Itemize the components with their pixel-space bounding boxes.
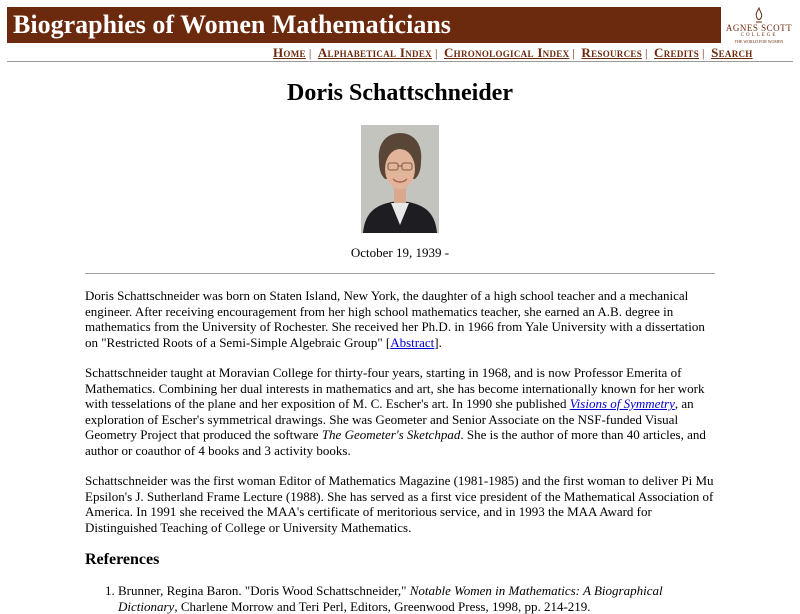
nav-separator: | <box>572 46 576 60</box>
page-title: Doris Schattschneider <box>287 80 513 106</box>
nav-resources-link[interactable]: Resources <box>581 45 643 60</box>
logo-main-text: AGNES SCOTT <box>725 23 793 33</box>
bio-paragraph-1-end: ]. <box>434 334 442 350</box>
references-heading: References <box>85 551 160 568</box>
biography-content <box>85 288 715 614</box>
reference-item <box>118 583 715 614</box>
nav-separator: | <box>702 46 705 60</box>
nav-separator: | <box>645 46 648 60</box>
visions-of-symmetry-title: Visions of Symmetry <box>569 396 675 411</box>
bio-paragraph-2 <box>85 365 715 458</box>
content-divider <box>85 273 715 274</box>
abstract-link[interactable]: Abstract <box>390 334 435 350</box>
nav-home-link[interactable]: Home <box>273 45 306 60</box>
references-list <box>85 583 715 614</box>
site-banner <box>7 7 721 43</box>
top-nav <box>273 45 753 61</box>
bio-paragraph-2-text-b: , an exploration of Escher's symmetrical drawings. She was Geometer and Senior Associate on the NSF-funded Visual Geometry Project that produced the software <box>85 396 694 442</box>
life-dates: October 19, 1939 - <box>350 245 450 260</box>
geometers-sketchpad-title: The Geometer's Sketchpad <box>321 427 461 442</box>
nav-separator: | <box>434 46 438 60</box>
logo-sub-text: COLLEGE <box>740 33 778 38</box>
nav-search-link[interactable]: Search <box>711 45 753 60</box>
portrait-photo <box>361 125 439 233</box>
reference-text-a: Brunner, Regina Baron. "Doris Wood Schattschneider," <box>118 583 410 598</box>
bio-paragraph-3: Schattschneider was the first woman Editor of Mathematics Magazine (1981-1985) and the first woman to deliver Pi Mu Epsilon's J. Sutherland Frame Lecture (1988). She has served as a first vice president of the Mathematical Association of America. In 1991 she received the MAA's certificate of meritorious service, and in 1993 the MAA Award for Distinguished Teaching of College or University Mathematics. <box>85 473 714 535</box>
nav-separator: | <box>308 46 312 60</box>
bio-paragraph-2-text-c: . She is the author of more than 40 articles, and author or coauthor of 4 books and 3 activity books. <box>85 427 706 458</box>
nav-alphabetical-index-link[interactable]: Alphabetical Index <box>317 45 432 60</box>
site-title[interactable]: Biographies of Women Mathematicians <box>13 10 451 39</box>
bio-paragraph-1-text: Doris Schattschneider was born on Staten Island, New York, the daughter of a high school teacher and a mechanical engineer. After receiving encouragement from her high school mathematics teacher, she earned an A.B. degree in mathematics from the University of Rochester. She received her Ph.D. in 1966 from Yale University with a dissertation on "Restricted Roots of a Semi-Simple Algebraic Group" [ <box>85 288 705 350</box>
reference-book-title: Notable Women in Mathematics: A Biographical Dictionary <box>118 583 663 614</box>
logo-tagline: THE WORLD FOR WOMEN <box>734 39 784 44</box>
nav-chronological-index-link[interactable]: Chronological Index <box>443 45 570 60</box>
reference-text-b: , Charlene Morrow and Teri Perl, Editors, Greenwood Press, 1998, pp. 214-219. <box>174 598 591 614</box>
nav-credits-link[interactable]: Credits <box>654 45 700 60</box>
flame-icon <box>752 7 766 23</box>
bio-paragraph-2-text-a: Schattschneider taught at Moravian College for thirty-four years, starting in 1968, and is now Professor Emerita of Mathematics. Combining her dual interests in mathematics and art, she has become internationally known for her work with tesselations of the plane and her exposition of M. C. Escher's art. In 1990 she published <box>85 365 705 411</box>
visions-of-symmetry-link[interactable] <box>570 396 675 411</box>
header-rule <box>7 61 793 62</box>
bio-paragraph-1 <box>85 288 715 350</box>
agnes-scott-logo[interactable] <box>723 7 795 47</box>
